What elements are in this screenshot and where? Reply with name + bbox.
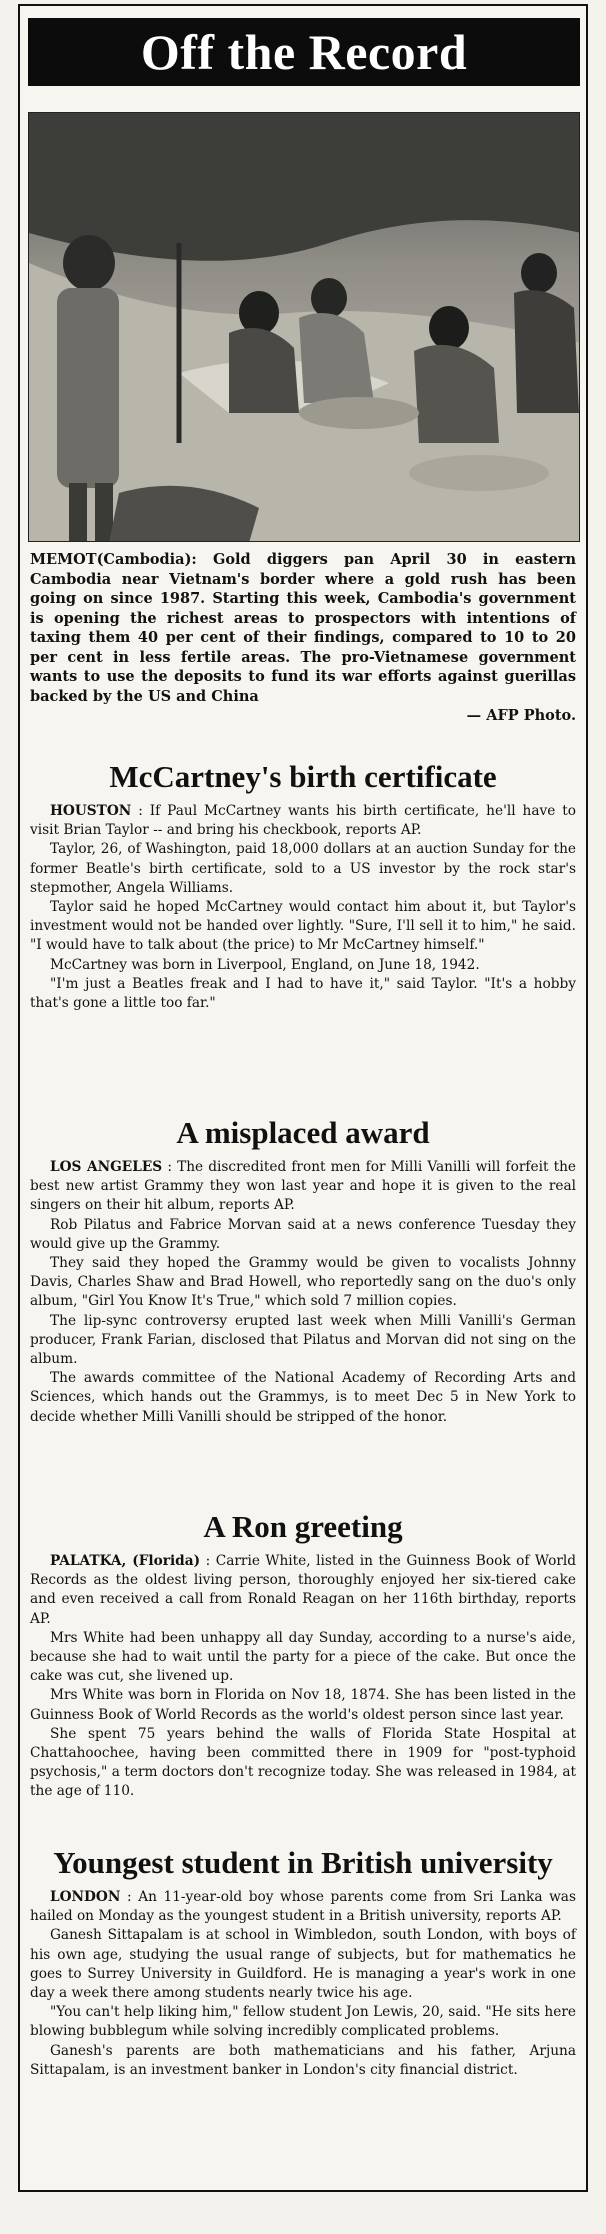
story-misplaced-award xyxy=(30,1114,576,1427)
story-paragraph: Rob Pilatus and Fabrice Morvan said at a news conference Tuesday they would give up the Grammy. xyxy=(30,1216,576,1252)
story-headline: A misplaced award xyxy=(176,1115,430,1150)
story-headline: A Ron greeting xyxy=(203,1509,403,1544)
story-paragraph: The awards committee of the National Academy of Recording Arts and Sciences, which hands out the Grammys, is to meet Dec 5 in New York to decide whether Milli Vanilli should be stripped of the honor. xyxy=(30,1370,576,1425)
photo-caption xyxy=(30,550,576,726)
story-dateline: PALATKA, (Florida) xyxy=(50,1553,201,1569)
story-paragraph: The discredited front men for Milli Vanilli will forfeit the best new artist Grammy they won last year and hope it is given to the real singers on their hit album, reports AP. xyxy=(30,1159,576,1214)
story-paragraph: Mrs White had been unhappy all day Sunday, according to a nurse's aide, because she had to wait until the party for a piece of the cake. But once the cake was cut, she livened up. xyxy=(30,1629,576,1685)
story-paragraph: The lip-sync controversy erupted last week when Milli Vanilli's German producer, Frank Farian, disclosed that Pilatus and Morvan did not sing on the album. xyxy=(30,1312,576,1368)
story-paragraph: Taylor, 26, of Washington, paid 18,000 dollars at an auction Sunday for the former Beatle's birth certificate, sold to a US investor by the rock star's stepmother, Angela Williams. xyxy=(30,841,576,896)
story-body: LONDON : An 11-year-old boy whose parents come from Sri Lanka was hailed on Monday as the youngest student in a British university, reports AP. Ganesh Sittapalam is at school in Wimbledon, south London, with boys of his own age, studying the usual range of subjects, but for mathematics he goes to Surrey University in Guildford. He is managing a year's work in one day a week there among students nearly twice his age. "You can't help liking him," fellow student Jon Lewis, 20, said. "He sits here blowing bubblegum while solving incredibly complicated problems. Ganesh's parents are both mathematicians and his father, Arjuna Sittapalam, is an investment banker in London's city financial district. xyxy=(30,1888,576,2080)
story-headline: McCartney's birth certificate xyxy=(109,759,497,794)
story-dateline: HOUSTON xyxy=(50,803,132,819)
story-paragraph: Mrs White was born in Florida on Nov 18, 1874. She has been listed in the Guinness Book of World Records as the world's oldest person since last year. xyxy=(30,1687,576,1723)
story-paragraph: They said they hoped the Grammy would be given to vocalists Johnny Davis, Charles Shaw and Brad Howell, who reportedly sang on the duo's only album, "Girl You Know It's True," which sold 7 million copies. xyxy=(30,1255,576,1310)
story-body: PALATKA, (Florida) : Carrie White, listed in the Guinness Book of World Records as the oldest living person, thoroughly enjoyed her six-tiered cake and even received a call from Ronald Reagan on her 116th birthday, reports AP. Mrs White had been unhappy all day Sunday, according to a nurse's aide, because she had to wait until the party for a piece of the cake. But once the cake was cut, she livened up. Mrs White was born in Florida on Nov 18, 1874. She has been listed in the Guinness Book of World Records as the world's oldest person since last year. She spent 75 years behind the walls of Florida State Hospital at Chattahoochee, having been committed there in 1909 for "post-typhoid psychosis," a term doctors don't recognize today. She was released in 1984, at the age of 110. xyxy=(30,1552,576,1802)
masthead-title: Off the Record xyxy=(28,18,580,86)
story-body: LOS ANGELES : The discredited front men for Milli Vanilli will forfeit the best new artist Grammy they won last year and hope it is given to the real singers on their hit album, reports AP. Rob Pilatus and Fabrice Morvan said at a news conference Tuesday they would give up the Grammy. They said they hoped the Grammy would be given to vocalists Johnny Davis, Charles Shaw and Brad Howell, who reportedly sang on the duo's only album, "Girl You Know It's True," which sold 7 million copies. The lip-sync controversy erupted last week when Milli Vanilli's German producer, Frank Farian, disclosed that Pilatus and Morvan did not sing on the album. The awards committee of the National Academy of Recording Arts and Sciences, which hands out the Grammys, is to meet Dec 5 in New York to decide whether Milli Vanilli should be stripped of the honor. xyxy=(30,1158,576,1427)
story-dateline: LONDON xyxy=(50,1889,121,1905)
story-paragraph: McCartney was born in Liverpool, England, on June 18, 1942. xyxy=(50,956,480,973)
story-paragraph: If Paul McCartney wants his birth certificate, he'll have to visit Brian Taylor -- and bring his checkbook, reports AP. xyxy=(30,803,576,839)
story-mccartney xyxy=(30,758,576,1013)
story-body: HOUSTON : If Paul McCartney wants his birth certificate, he'll have to visit Brian Taylor -- and bring his checkbook, reports AP. Taylor, 26, of Washington, paid 18,000 dollars at an auction Sunday for the former Beatle's birth certificate, sold to a US investor by the rock star's stepmother, Angela Williams. Taylor said he hoped McCartney would contact him about it, but Taylor's investment would not be handed over lightly. "Sure, I'll sell it to him," he said. "I would have to talk about (the price) to Mr McCartney himself." McCartney was born in Liverpool, England, on June 18, 1942. "I'm just a Beatles freak and I had to have it," said Taylor. "It's a hobby that's gone a little too far." xyxy=(30,802,576,1013)
news-photo xyxy=(28,112,580,542)
story-headline: Youngest student in British university xyxy=(53,1845,553,1880)
article-frame xyxy=(18,4,588,2192)
story-paragraph: "I'm just a Beatles freak and I had to have it," said Taylor. "It's a hobby that's gone a little too far." xyxy=(30,975,576,1012)
story-paragraph: Carrie White, listed in the Guinness Book of World Records as the oldest living person, thoroughly enjoyed her six-tiered cake and even received a call from Ronald Reagan on her 116th birthday, reports AP. xyxy=(30,1553,576,1627)
caption-text: MEMOT(Cambodia): Gold diggers pan April 30 in eastern Cambodia near Vietnam's border where a gold rush has been going on since 1987. Starting this week, Cambodia's government is opening the richest areas to prospectors with intentions of taxing them 40 per cent of their findings, compared to 10 to 20 per cent in less fertile areas. The pro-Vietnamese government wants to use the deposits to fund its war efforts against guerillas backed by the US and China xyxy=(30,551,576,705)
story-paragraph: Ganesh Sittapalam is at school in Wimbledon, south London, with boys of his own age, studying the usual range of subjects, but for mathematics he goes to Surrey University in Guildford. He is managing a year's work in one day a week there among students nearly twice his age. xyxy=(30,1927,576,2002)
story-dateline: LOS ANGELES xyxy=(50,1159,163,1175)
story-youngest-student xyxy=(30,1844,576,2080)
photo-credit: — AFP Photo. xyxy=(466,707,576,724)
story-paragraph: Ganesh's parents are both mathematicians and his father, Arjuna Sittapalam, is an investment banker in London's city financial district. xyxy=(30,2042,576,2078)
story-paragraph: "You can't help liking him," fellow student Jon Lewis, 20, said. "He sits here blowing bubblegum while solving incredibly complicated problems. xyxy=(30,2004,576,2040)
story-paragraph: She spent 75 years behind the walls of Florida State Hospital at Chattahoochee, having been committed there in 1909 for "post-typhoid psychosis," a term doctors don't recognize today. She was released in 1984, at the age of 110. xyxy=(30,1725,576,1800)
story-paragraph: Taylor said he hoped McCartney would contact him about it, but Taylor's investment would not be handed over lightly. "Sure, I'll sell it to him," he said. "I would have to talk about (the price) to Mr McCartney himself." xyxy=(30,899,576,954)
story-ron-greeting xyxy=(30,1508,576,1802)
story-paragraph: An 11-year-old boy whose parents come from Sri Lanka was hailed on Monday as the youngest student in a British university, reports AP. xyxy=(30,1889,576,1925)
